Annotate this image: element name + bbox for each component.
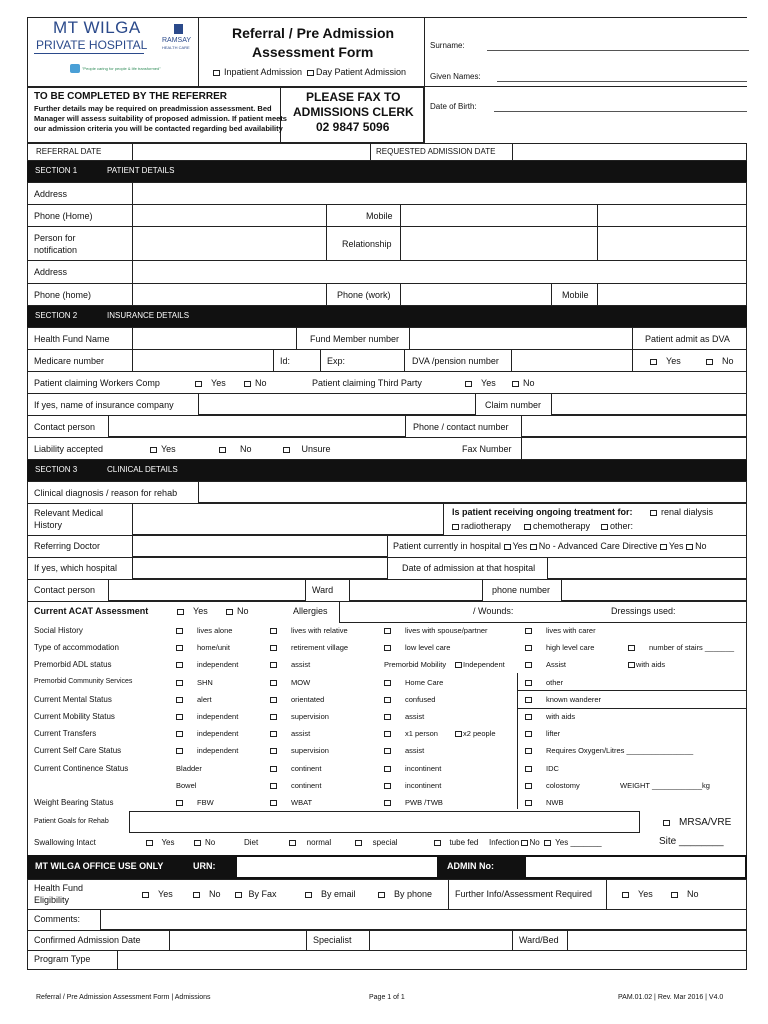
- person-label-1: Person for: [34, 233, 76, 243]
- assessment-row-label: Type of accommodation: [34, 643, 119, 652]
- id-label: Id:: [280, 356, 291, 366]
- hospital-logo-name: MT WILGA: [53, 18, 141, 37]
- assessment-row-label: Premorbid Community Services: [34, 678, 133, 685]
- checkbox[interactable]: [176, 680, 183, 686]
- further-label: Further Info/Assessment Required: [455, 889, 593, 899]
- given-names-label: Given Names:: [430, 72, 481, 81]
- checkbox[interactable]: [150, 447, 157, 453]
- checkbox[interactable]: [176, 645, 183, 651]
- address-label: Address: [34, 189, 68, 199]
- fax-number-label: Fax Number: [462, 444, 512, 454]
- assessment-option[interactable]: continent: [270, 781, 321, 790]
- assessment-option[interactable]: lifter: [525, 729, 560, 738]
- assessment-option[interactable]: incontinent: [384, 781, 441, 790]
- checkbox[interactable]: [521, 840, 528, 846]
- assessment-option[interactable]: other: [525, 678, 563, 687]
- contact-person-label: Contact person: [34, 585, 96, 595]
- checkbox[interactable]: [289, 840, 296, 846]
- medicare-label: Medicare number: [34, 356, 105, 366]
- assessment-option[interactable]: home/unit: [176, 643, 230, 652]
- checkbox[interactable]: [270, 645, 277, 651]
- contact-person-field[interactable]: [108, 415, 406, 437]
- liability-label: Liability accepted: [34, 444, 104, 454]
- address2-label: Address: [34, 267, 68, 277]
- assessment-option[interactable]: with aids: [628, 660, 665, 669]
- checkbox[interactable]: [193, 892, 200, 898]
- hospital-logo-subname: PRIVATE HOSPITAL: [36, 38, 148, 52]
- checkbox[interactable]: [270, 662, 277, 668]
- checkbox[interactable]: [455, 731, 462, 737]
- phone-contact-field[interactable]: [521, 415, 747, 437]
- checkbox[interactable]: [512, 381, 519, 387]
- assessment-option[interactable]: with aids: [525, 712, 575, 721]
- assessment-option[interactable]: independent: [176, 712, 238, 721]
- checkbox[interactable]: [525, 783, 532, 789]
- checkbox[interactable]: [283, 447, 290, 453]
- checkbox[interactable]: [525, 766, 532, 772]
- assessment-option[interactable]: colostomy: [525, 781, 580, 790]
- checkbox[interactable]: [226, 609, 233, 615]
- footer-center: Page 1 of 1: [369, 994, 405, 1001]
- checkbox[interactable]: [307, 70, 314, 76]
- office-header: MT WILGA OFFICE USE ONLY URN: ADMIN No:: [27, 855, 747, 879]
- checkbox[interactable]: [146, 840, 153, 846]
- ramsay-logo-subtext: HEALTH CARE: [162, 45, 190, 50]
- requested-date-label: REQUESTED ADMISSION DATE: [376, 147, 496, 156]
- hf-yes[interactable]: Yes: [142, 889, 173, 899]
- hf-label-1: Health Fund: [34, 883, 84, 893]
- assessment-option[interactable]: confused: [384, 695, 435, 704]
- swallow-no[interactable]: No: [194, 838, 215, 847]
- assessment-row-label: Social History: [34, 626, 83, 635]
- assessment-option[interactable]: FBW: [176, 798, 214, 807]
- assessment-option[interactable]: independent: [176, 729, 238, 738]
- checkbox[interactable]: [176, 697, 183, 703]
- assessment-row-label: Current Mental Status: [34, 695, 112, 704]
- checkbox[interactable]: [628, 645, 635, 651]
- phone-home-label: Phone (Home): [34, 211, 93, 221]
- checkbox[interactable]: [384, 714, 391, 720]
- checkbox[interactable]: [270, 783, 277, 789]
- checkbox[interactable]: [384, 645, 391, 651]
- assessment-row-label: Current Mobility Status: [34, 712, 115, 721]
- referrer-note: Further details may be required on preadmission assessment. Bed: [34, 104, 272, 113]
- assessment-option[interactable]: x2 people: [455, 729, 496, 738]
- assessment-row-label: Current Continence Status: [34, 764, 129, 773]
- acat-label: Current ACAT Assessment: [34, 606, 149, 616]
- confirmed-label: Confirmed Admission Date: [34, 935, 141, 945]
- referrer-note: Manager will assess suitability of proposed admission. If patient meets: [34, 114, 287, 123]
- in-hospital-label: Patient currently in hospital Yes No - Advanced Care Directive Yes No: [393, 541, 707, 551]
- checkbox[interactable]: [378, 892, 385, 898]
- assessment-row-label: Premorbid ADL status: [34, 660, 112, 669]
- checkbox[interactable]: [270, 731, 277, 737]
- checkbox[interactable]: [622, 892, 629, 898]
- checkbox[interactable]: [270, 748, 277, 754]
- checkbox[interactable]: [663, 820, 670, 826]
- checkbox[interactable]: [660, 544, 667, 550]
- ward-label: Ward: [312, 585, 334, 595]
- goals-label: Patient Goals for Rehab: [34, 818, 109, 825]
- urn-field[interactable]: [237, 857, 437, 877]
- assessment-option[interactable]: number of stairs _______: [628, 643, 734, 652]
- wc-yes[interactable]: Yes: [195, 378, 226, 388]
- liability-no[interactable]: No: [219, 444, 252, 454]
- checkbox[interactable]: [384, 731, 391, 737]
- checkbox[interactable]: [194, 840, 201, 846]
- checkbox[interactable]: [355, 840, 362, 846]
- fax-number-field[interactable]: [521, 437, 747, 460]
- mrsa-option[interactable]: MRSA/VRE: [663, 817, 731, 828]
- ward-bed-label: Ward/Bed: [519, 935, 559, 945]
- checkbox[interactable]: [176, 748, 183, 754]
- which-hospital-label: If yes, which hospital: [34, 563, 118, 573]
- assessment-row-label: Current Self Care Status: [34, 746, 122, 755]
- checkbox[interactable]: [384, 800, 391, 806]
- checkbox[interactable]: [525, 645, 532, 651]
- further-no[interactable]: No: [671, 889, 699, 899]
- assessment-option[interactable]: MOW: [270, 678, 310, 687]
- checkbox[interactable]: [504, 544, 511, 550]
- checkbox[interactable]: [384, 628, 391, 634]
- third-party-label: Patient claiming Third Party: [312, 378, 422, 388]
- claim-number-label: Claim number: [485, 400, 542, 410]
- given-names-field[interactable]: [497, 81, 747, 82]
- assessment-option[interactable]: high level care: [525, 643, 594, 652]
- health-fund-label: Health Fund Name: [34, 334, 110, 344]
- history-label-1: Relevant Medical: [34, 508, 104, 518]
- daypatient-option[interactable]: Day Patient Admission: [307, 67, 406, 77]
- checkbox[interactable]: [525, 731, 532, 737]
- liability-unsure[interactable]: Unsure: [283, 444, 331, 454]
- checkbox[interactable]: [244, 381, 251, 387]
- tagline: "People caring for people & life transformed": [82, 66, 161, 71]
- dressings-label: Dressings used:: [611, 606, 676, 616]
- assessment-option: WEIGHT ____________kg: [620, 781, 710, 790]
- ward-field[interactable]: [349, 579, 483, 601]
- checkbox[interactable]: [706, 359, 713, 365]
- assessment-option[interactable]: lives with carer: [525, 626, 596, 635]
- section2-header: SECTION 2 INSURANCE DETAILS: [27, 306, 747, 327]
- phone-work-label: Phone (work): [337, 290, 391, 300]
- hf-byemail[interactable]: By email: [305, 889, 356, 899]
- assessment-option: Bowel: [176, 781, 197, 790]
- assessment-option[interactable]: WBAT: [270, 798, 312, 807]
- assessment-option[interactable]: PWB /TWB: [384, 798, 443, 807]
- checkbox[interactable]: [650, 510, 657, 516]
- checkbox[interactable]: [530, 544, 537, 550]
- assessment-row-label: Current Transfers: [34, 729, 97, 738]
- liability-yes[interactable]: Yes: [150, 444, 176, 454]
- exp-label: Exp:: [327, 356, 346, 366]
- checkbox[interactable]: [213, 70, 220, 76]
- checkbox[interactable]: [525, 748, 532, 754]
- assessment-option[interactable]: incontinent: [384, 764, 441, 773]
- acat-no[interactable]: No: [226, 606, 249, 616]
- checkbox[interactable]: [671, 892, 678, 898]
- checkbox[interactable]: [384, 783, 391, 789]
- fund-member-label: Fund Member number: [310, 334, 400, 344]
- hf-byfax[interactable]: By Fax: [235, 889, 277, 899]
- checkbox[interactable]: [650, 359, 657, 365]
- checkbox[interactable]: [235, 892, 242, 898]
- assessment-option[interactable]: independent: [176, 746, 238, 755]
- goals-field[interactable]: [129, 811, 640, 833]
- wounds-label: / Wounds:: [473, 606, 514, 616]
- hf-label-2: Eligibility: [34, 895, 70, 905]
- checkbox[interactable]: [384, 766, 391, 772]
- phone-contact-label: Phone / contact number: [413, 422, 509, 432]
- assessment-option: Bladder: [176, 764, 202, 773]
- dob-label: Date of Birth:: [430, 102, 477, 111]
- assessment-option[interactable]: assist: [270, 660, 310, 669]
- assessment-row-label: Weight Bearing Status: [34, 798, 114, 807]
- workers-comp-label: Patient claiming Workers Comp: [34, 378, 160, 388]
- checkbox[interactable]: [628, 662, 635, 668]
- checkbox[interactable]: [601, 524, 608, 530]
- checkbox[interactable]: [455, 662, 462, 668]
- dva-no[interactable]: No: [706, 356, 734, 366]
- phone-number-field[interactable]: [561, 579, 747, 601]
- assessment-option[interactable]: lives with spouse/partner: [384, 626, 488, 635]
- section3-header: SECTION 3 CLINICAL DETAILS: [27, 460, 747, 481]
- referrer-heading: TO BE COMPLETED BY THE REFERRER: [34, 91, 227, 102]
- assessment-option[interactable]: SHN: [176, 678, 213, 687]
- checkbox[interactable]: [525, 662, 532, 668]
- assessment-option[interactable]: NWB: [525, 798, 564, 807]
- chemo-option[interactable]: chemotherapy: [524, 521, 590, 531]
- checkbox[interactable]: [434, 840, 441, 846]
- checkbox[interactable]: [142, 892, 149, 898]
- checkbox[interactable]: [525, 680, 532, 686]
- assessment-option[interactable]: lives with relative: [270, 626, 348, 635]
- assessment-option[interactable]: alert: [176, 695, 212, 704]
- infection-label: Infection No Yes _______: [489, 838, 602, 847]
- assessment-option[interactable]: assist: [384, 712, 424, 721]
- assessment-option[interactable]: assist: [384, 746, 424, 755]
- assessment-option[interactable]: lives alone: [176, 626, 232, 635]
- assessment-option[interactable]: Home Care: [384, 678, 443, 687]
- which-hospital-field[interactable]: [132, 557, 388, 579]
- checkbox[interactable]: [384, 697, 391, 703]
- comments-field[interactable]: [100, 909, 747, 930]
- assessment-option: Premorbid Mobility: [384, 660, 447, 669]
- assessment-option[interactable]: supervision: [270, 746, 329, 755]
- checkbox[interactable]: [525, 697, 532, 703]
- assessment-option[interactable]: orientated: [270, 695, 324, 704]
- admin-field[interactable]: [526, 857, 745, 877]
- section1-header: SECTION 1 PATIENT DETAILS: [27, 161, 747, 182]
- program-label: Program Type: [34, 954, 91, 964]
- other-option[interactable]: other:: [601, 521, 633, 531]
- checkbox[interactable]: [270, 766, 277, 772]
- checkbox[interactable]: [176, 628, 183, 634]
- assessment-option[interactable]: assist: [270, 729, 310, 738]
- inpatient-option[interactable]: Inpatient Admission: [213, 67, 302, 77]
- tp-yes[interactable]: Yes: [465, 378, 496, 388]
- assessment-option[interactable]: known wanderer: [525, 695, 601, 704]
- checkbox[interactable]: [219, 447, 226, 453]
- checkbox[interactable]: [270, 628, 277, 634]
- referral-date-label: REFERRAL DATE: [36, 147, 102, 156]
- footer-right: PAM.01.02 | Rev. Mar 2016 | V4.0: [618, 994, 724, 1001]
- radio-option[interactable]: radiotherapy: [452, 521, 511, 531]
- diet-label: Diet: [244, 838, 259, 847]
- checkbox[interactable]: [384, 748, 391, 754]
- checkbox[interactable]: [524, 524, 531, 530]
- ramsay-logo-icon: [174, 24, 183, 34]
- diet-normal[interactable]: normal: [289, 838, 331, 847]
- history-field[interactable]: [132, 503, 444, 535]
- hf-byphone[interactable]: By phone: [378, 889, 432, 899]
- mobile-label: Mobile: [366, 211, 393, 221]
- site-label: Site ________: [659, 836, 724, 847]
- swallow-label: Swallowing Intact: [34, 838, 96, 847]
- comments-label: Comments:: [34, 914, 81, 924]
- dva-yes[interactable]: Yes: [650, 356, 681, 366]
- assessment-option[interactable]: continent: [270, 764, 321, 773]
- insurance-co-field[interactable]: [198, 393, 476, 415]
- assessment-option[interactable]: retirement village: [270, 643, 348, 652]
- checkbox[interactable]: [176, 800, 183, 806]
- history-label-2: History: [34, 520, 63, 530]
- diagnosis-field[interactable]: [198, 481, 747, 503]
- checkbox[interactable]: [177, 609, 184, 615]
- assessment-option[interactable]: x1 person: [384, 729, 438, 738]
- checkbox[interactable]: [270, 697, 277, 703]
- insurance-co-label: If yes, name of insurance company: [34, 400, 174, 410]
- dva-pension-label: DVA /pension number: [412, 356, 499, 366]
- mobile2-label: Mobile: [562, 290, 589, 300]
- claim-number-field[interactable]: [551, 393, 747, 415]
- checkbox[interactable]: [525, 800, 532, 806]
- hospital-emblem-icon: [70, 64, 80, 73]
- ongoing-label: Is patient receiving ongoing treatment for:: [452, 507, 633, 517]
- checkbox[interactable]: [270, 714, 277, 720]
- diagnosis-label: Clinical diagnosis / reason for rehab: [34, 488, 178, 498]
- checkbox[interactable]: [176, 714, 183, 720]
- checkbox[interactable]: [465, 381, 472, 387]
- dob-field[interactable]: [494, 111, 747, 112]
- specialist-label: Specialist: [313, 935, 352, 945]
- checkbox[interactable]: [544, 840, 551, 846]
- referrer-note: our admission criteria you will be contacted regarding bed availability: [34, 124, 283, 133]
- contact-field[interactable]: [108, 579, 306, 601]
- person-label-2: notification: [34, 245, 78, 255]
- assessment-option[interactable]: Requires Oxygen/Litres ________________: [525, 746, 693, 755]
- relationship-label: Relationship: [342, 239, 392, 249]
- fax-line1: PLEASE FAX TO: [306, 90, 401, 104]
- dva-admit-label: Patient admit as DVA: [645, 334, 730, 344]
- checkbox[interactable]: [525, 628, 532, 634]
- diet-special[interactable]: special: [355, 838, 398, 847]
- checkbox[interactable]: [384, 680, 391, 686]
- swallow-yes[interactable]: Yes: [146, 838, 175, 847]
- allergies-label: Allergies: [293, 606, 328, 616]
- assessment-option[interactable]: Assist: [525, 660, 566, 669]
- date-admission-field[interactable]: [547, 557, 747, 579]
- renal-option[interactable]: renal dialysis: [650, 507, 713, 517]
- checkbox[interactable]: [270, 800, 277, 806]
- checkbox[interactable]: [686, 544, 693, 550]
- footer-left: Referral / Pre Admission Assessment Form | Admissions: [36, 994, 211, 1001]
- ref-doctor-field[interactable]: [132, 535, 388, 557]
- checkbox[interactable]: [452, 524, 459, 530]
- phone-home2-label: Phone (home): [34, 290, 92, 300]
- wc-no[interactable]: No: [244, 378, 267, 388]
- form-title-line2: Assessment Form: [252, 44, 374, 60]
- assessment-option[interactable]: IDC: [525, 764, 559, 773]
- diet-tube[interactable]: tube fed: [434, 838, 478, 847]
- surname-label: Surname:: [430, 41, 465, 50]
- acat-yes[interactable]: Yes: [177, 606, 208, 616]
- checkbox[interactable]: [270, 680, 277, 686]
- assessment-option[interactable]: low level care: [384, 643, 450, 652]
- ramsay-logo-text: RAMSAY: [162, 37, 192, 44]
- further-yes[interactable]: Yes: [622, 889, 653, 899]
- contact-person-label: Contact person: [34, 422, 96, 432]
- phone-number-label: phone number: [492, 585, 551, 595]
- checkbox[interactable]: [525, 714, 532, 720]
- allergies-field[interactable]: [339, 601, 747, 623]
- date-admission-label: Date of admission at that hospital: [402, 563, 536, 573]
- assessment-option[interactable]: supervision: [270, 712, 329, 721]
- checkbox[interactable]: [176, 662, 183, 668]
- assessment-option[interactable]: Independent: [455, 660, 505, 669]
- checkbox[interactable]: [176, 731, 183, 737]
- checkbox[interactable]: [195, 381, 202, 387]
- fax-line2: ADMISSIONS CLERK: [293, 105, 414, 119]
- tp-no[interactable]: No: [512, 378, 535, 388]
- checkbox[interactable]: [305, 892, 312, 898]
- form-title-line1: Referral / Pre Admission: [232, 25, 395, 41]
- fax-number: 02 9847 5096: [316, 120, 390, 134]
- ref-doctor-label: Referring Doctor: [34, 541, 101, 551]
- surname-field[interactable]: [487, 50, 749, 51]
- hf-no[interactable]: No: [193, 889, 221, 899]
- assessment-option[interactable]: independent: [176, 660, 238, 669]
